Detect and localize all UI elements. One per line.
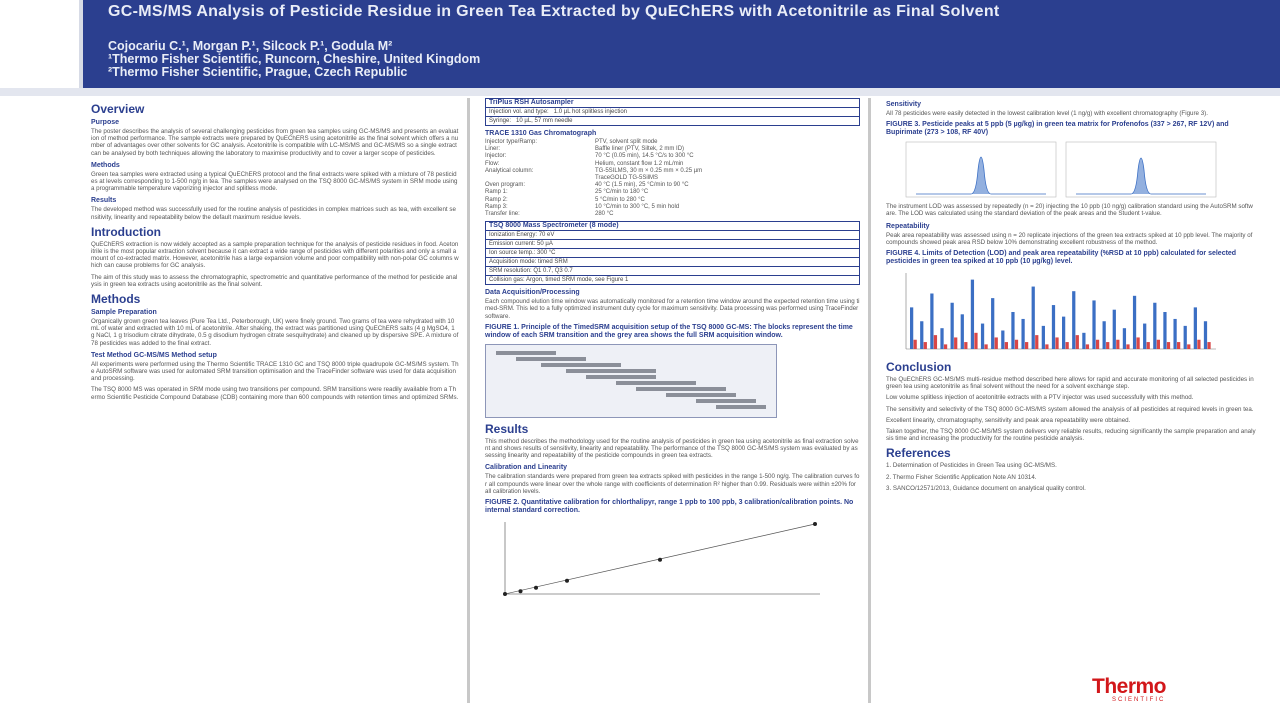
ms-row: Acquisition mode: timed SRM <box>486 258 859 267</box>
rsd-bar <box>1025 342 1028 349</box>
rsd-bar <box>984 344 987 349</box>
results-label: Results <box>91 197 117 205</box>
calibration-point <box>658 558 662 562</box>
rsd-bar <box>974 333 977 349</box>
calibration-point <box>534 586 538 590</box>
lod-bar <box>1143 324 1146 349</box>
autosampler-value: 1.0 µL hot splitless injection <box>553 109 628 115</box>
gc-param-key: Transfer line: <box>485 211 520 218</box>
gc-param-value: TG-5SILMS, 30 m × 0.25 mm × 0.25 µm <box>595 167 703 174</box>
calibration-point <box>519 589 523 593</box>
lod-bar <box>1113 310 1116 349</box>
rsd-bar <box>1116 340 1119 349</box>
gc-param-value: 5 °C/min to 280 °C <box>595 196 645 203</box>
introduction-text-2: The aim of this study was to assess the chromatographic, spectrometric and quantitative performance of the method for pesticide analysis in green tea extracts using acetonitrile as the final solvent. <box>91 273 458 288</box>
gc-param-value: PTV, solvent split mode <box>595 139 658 145</box>
lod-bar <box>920 321 923 349</box>
gc-param-value: Baffle liner (PTV, Siltek, 2 mm ID) <box>595 146 685 153</box>
overview-heading: Overview <box>91 102 145 116</box>
rsd-bar <box>1045 344 1048 349</box>
sample-prep-text: Organically grown green tea leaves (Pure Tea Ltd., Peterborough, UK) were finely ground. Two grams of tea were rehydrated with 10 mL of water and extracted with 10 mL of acetonitrile. After shaking, the extract was partitioned using QuEChERS salts (4 g MgSO4, 1 g NaCl, 1 g trisodium citrate dihydrate, 0.5 g disodium hydrogen citrate sesquihydrate) and cleaned up by dispersive SPE. A mixture of 78 pesticides was added to the final extract. <box>91 318 459 347</box>
ms-row: Ionization Energy: 70 eV <box>486 231 859 240</box>
lod-bar <box>971 280 974 349</box>
gcms-text: All experiments were performed using the Thermo Scientific TRACE 1310 GC and TSQ 8000 triple quadrupole GC-MS/MS system. The AutoSRM software was used for automated SRM transition optimisation and the TraceFinder software was used for data acquisition and processing. <box>91 360 459 383</box>
gc-param-value: 40 °C (1.5 min), 25 °C/min to 90 °C <box>595 182 689 189</box>
author-list <box>108 40 480 79</box>
conclusion-text-2: Low volume splitless injection of acetonitrile extracts with a PTV injector was used successfully with this method. <box>886 394 1194 402</box>
srm-window <box>496 351 556 355</box>
middle-column <box>485 98 860 603</box>
srm-window <box>586 375 656 379</box>
sensitivity-label: Sensitivity <box>886 101 922 108</box>
rsd-bar <box>1207 342 1210 349</box>
figure-1-caption: FIGURE 1. Principle of the TimedSRM acquisition setup of the TSQ 8000 GC-MS: The blocks represent the time window of each SRM transition and the grey area shows the full SRM acquisition window. <box>485 323 853 339</box>
rsd-bar <box>1167 342 1170 349</box>
conclusion-text-3: The sensitivity and selectivity of the TSQ 8000 GC-MS/MS system allowed the analysis of all pesticides at required levels in green tea. <box>886 405 1254 413</box>
calibration-point <box>565 579 569 583</box>
lod-bar <box>1092 300 1095 349</box>
rsd-bar <box>1136 337 1139 349</box>
rsd-bar <box>1177 342 1180 349</box>
srm-window <box>616 381 696 385</box>
rsd-bar <box>1106 342 1109 349</box>
rsd-bar <box>914 340 917 349</box>
methods-text: Green tea samples were extracted using a typical QuEChERS protocol and the final extracts were spiked with a mixture of 78 pesticides at levels corresponding to 1-500 ng/g in tea. The samples were analysed on the TSQ 8000 GC-MS/MS system in SRM mode using a programmable temperature vaporizing injector and splitless mode. <box>91 170 458 193</box>
gc-param-row <box>485 175 860 182</box>
lod-bar <box>1173 319 1176 349</box>
calibration-label: Calibration and Linearity <box>485 464 568 472</box>
lod-bar <box>1133 296 1136 349</box>
conclusion-heading: Conclusion <box>886 360 952 375</box>
autosampler-title: TriPlus RSH Autosampler <box>486 99 859 108</box>
conclusion-text-4: Excellent linearity, chromatography, sensitivity and peak area repeatability were obtained. <box>886 416 1131 424</box>
header-corner <box>0 0 80 88</box>
lod-bar <box>1062 317 1065 349</box>
gc-param-row <box>485 211 860 218</box>
gc-param-row <box>485 161 860 168</box>
gcms-text-2: The TSQ 8000 MS was operated in SRM mode using two transitions per compound. SRM transitions were readily available from a Thermo Scientific Pesticide Compound Database (CDB) containing more than 600 compounds with retention times and optimized SRMs. <box>91 386 459 401</box>
lod-bar <box>1163 312 1166 349</box>
autosampler-key: Syringe: <box>489 118 512 124</box>
gc-param-row <box>485 168 860 175</box>
thermo-logo-sub: SCIENTIFIC <box>1112 697 1166 703</box>
autosampler-value: 10 µL, 57 mm needle <box>516 118 573 124</box>
calibration-point <box>813 522 817 526</box>
gc-param-value: TraceGOLD TG-5SilMS <box>595 175 659 182</box>
lod-bar <box>930 294 933 350</box>
results-text: The developed method was successfully used for the routine analysis of pesticides in complex matrices such as tea, with excellent sensitivity, linearity and repeatability below the default maximum residue levels. <box>91 206 456 221</box>
reference-item: 2. Thermo Fisher Scientific Application Note AN 10314. <box>886 473 1037 481</box>
gc-param-value: Helium, constant flow 1.2 mL/min <box>595 160 684 167</box>
gc-param-key: Ramp 2: <box>485 196 508 203</box>
srm-window <box>566 369 656 373</box>
rsd-bar <box>964 342 967 349</box>
poster-header <box>0 0 1280 90</box>
calibration-point <box>503 592 507 596</box>
rsd-bar <box>924 342 927 349</box>
header-band <box>0 88 1280 96</box>
introduction-text: QuEChERS extraction is now widely accepted as a sample preparation technique for the analysis of pesticide residues in food. Acetonitrile is the most popular extraction solvent because it can extract a wide range of pesticides with different polarities and only a small amount of co-extracted matrix. However, acetonitrile has a large expansion volume and poor compatibility with non-polar GC columns which can cause problems for GC analysis. <box>91 240 459 270</box>
gc-param-value: 280 °C <box>595 211 614 218</box>
rsd-bar <box>995 337 998 349</box>
srm-window <box>636 387 726 391</box>
rsd-bar <box>1005 342 1008 349</box>
lod-bar <box>1072 291 1075 349</box>
gc-param-row <box>485 153 860 160</box>
srm-window <box>716 405 766 409</box>
lod-bar <box>1194 307 1197 349</box>
thermo-logo: Thermo <box>1092 675 1167 698</box>
rsd-bar <box>954 337 957 349</box>
gc-param-key: Injector type/Ramp: <box>485 139 538 145</box>
rsd-bar <box>1157 340 1160 349</box>
gc-param-row <box>485 189 860 196</box>
gc-param-row <box>485 204 860 211</box>
affiliation-2: ²Thermo Fisher Scientific, Prague, Czech Republic <box>108 65 408 79</box>
gc-param-key <box>485 175 595 182</box>
srm-window <box>541 363 621 367</box>
lod-repeatability-chart <box>886 269 1226 353</box>
gc-param-key: Oven program: <box>485 182 526 189</box>
autosampler-table <box>485 98 860 126</box>
reference-item: 1. Determination of Pesticides in Green Tea using GC-MS/MS. <box>886 462 1057 470</box>
gc-param-value: 10 °C/min to 300 °C, 5 min hold <box>595 203 680 210</box>
author-names: Cojocariu C.¹, Morgan P.¹, Silcock P.¹, Godula M² <box>108 39 393 53</box>
ms-row: Ion source temp.: 300 °C <box>486 249 859 258</box>
purpose-text: The poster describes the analysis of several challenging pesticides from green tea samples using GC-MS/MS and presents an evaluation of method performance. The sample extracts were prepared by QuEChERS using acetonitrile as the final solvent which offers a number of advantages over other solvents for GC analysis. Acetonitrile is compatible with LC-MS/MS and GC-MS/MS so a single extract can be analysed by both techniques allowing the laboratory to maximise productivity and to cover a larger scope of pesticides. <box>91 128 459 157</box>
rsd-bar <box>1096 340 1099 349</box>
gc-param-row <box>485 182 860 189</box>
gc-param-row <box>485 146 860 153</box>
data-acq-label: Data Acquisition/Processing <box>485 289 580 297</box>
ms-row: SRM resolution: Q1 0.7, Q3 0.7 <box>486 267 859 276</box>
right-column <box>886 98 1256 496</box>
left-column <box>91 98 459 405</box>
gc-param-row <box>485 139 860 146</box>
ms-title: TSQ 8000 Mass Spectrometer (8 mode) <box>486 222 859 231</box>
gc-param-key: Liner: <box>485 146 501 153</box>
srm-window <box>666 393 736 397</box>
rsd-bar <box>944 344 947 349</box>
purpose-label: Purpose <box>91 119 120 126</box>
repeatability-label: Repeatability <box>886 222 930 230</box>
gc-param-value: 25 °C/min to 180 °C <box>595 189 649 196</box>
lod-bar <box>1123 328 1126 349</box>
sample-prep-label: Sample Preparation <box>91 309 157 317</box>
lod-bar <box>1082 333 1085 349</box>
lod-bar <box>910 307 913 349</box>
results-text: This method describes the methodology used for the routine analysis of pesticides in green tea using acetonitrile as final extraction solvent and shows results of sensitivity, linearity and repeatability. The performance of the TSQ 8000 GC-MS/MS system was evaluated by assessing linearity and repeatability of the pesticide compounds in green tea extracts. <box>485 437 859 460</box>
rsd-bar <box>1147 342 1150 349</box>
data-acq-text: Each compound elution time window was automatically monitored for a retention time window around the expected retention time using timed-SRM. This led to a fully optimized instrument duty cycle for maximum sensitivity. Data processing was performed using TraceFinder software. <box>485 298 860 320</box>
lod-bar <box>1011 312 1014 349</box>
sensitivity-text-2: The instrument LOD was assessed by repeatedly (n = 20) injecting the 10 ppb (10 ng/g) calibration standard using the AutoSRM software. The LOD was calculated using the standard deviation of the peak areas and the Student t-value. <box>886 203 1253 218</box>
conclusion-text: The QuEChERS GC-MS/MS multi-residue method described here allows for rapid and accurate monitoring of all selected pesticides in green tea using acetonitrile as final solvent without the need for a solvent exchange step. <box>886 376 1254 391</box>
gc-param-row <box>485 197 860 204</box>
figure-3-caption: FIGURE 3. Pesticide peaks at 5 ppb (5 µg/kg) in green tea matrix for Profenofos (337 > 267, RF 12V) and Bupirimate (273 > 108, RF 40V) <box>886 121 1229 137</box>
lod-bar <box>1021 319 1024 349</box>
autosampler-row <box>486 117 859 125</box>
rsd-bar <box>1126 344 1129 349</box>
column-divider-2 <box>868 98 871 703</box>
repeatability-text: Peak area repeatability was assessed using n = 20 replicate injections of the green tea extracts spiked at 10 ppb level. The majority of compounds showed peak area RSD below 10% demonstrating excellent robustness of the method. <box>886 231 1253 246</box>
results-heading: Results <box>485 421 529 436</box>
gcms-label: Test Method GC-MS/MS Method setup <box>91 351 217 359</box>
lod-bar <box>991 298 994 349</box>
rsd-bar <box>1187 344 1190 349</box>
srm-window <box>516 357 586 361</box>
lod-bar <box>1042 326 1045 349</box>
poster-title: GC-MS/MS Analysis of Pesticide Residue in Green Tea Extracted by QuEChERS with Acetonitrile as Final Solvent <box>108 3 1000 20</box>
lod-bar <box>981 324 984 349</box>
references-heading: References <box>886 446 951 461</box>
affiliation-1: ¹Thermo Fisher Scientific, Runcorn, Cheshire, United Kingdom <box>108 52 481 66</box>
pesticide-peaks-figure <box>886 140 1226 200</box>
lod-bar <box>1052 305 1055 349</box>
lod-bar <box>1103 321 1106 349</box>
rsd-bar <box>934 335 937 349</box>
lod-bar <box>1204 321 1207 349</box>
autosampler-row <box>486 108 859 117</box>
rsd-bar <box>1055 337 1058 349</box>
calibration-chart <box>485 518 825 600</box>
calibration-text: The calibration standards were prepared from green tea extracts spiked with pesticides in the range 1-500 ng/g. The calibration curves for all compounds were linear over the whole range with coefficients of determination R² higher than 0.99. Residuals were within ±20% for all calibration levels. <box>485 473 860 495</box>
figure-2-caption: FIGURE 2. Quantitative calibration for chlorthalipyr, range 1 ppb to 100 ppb, 3 calibration/calibration points. No internal standard correction. <box>485 499 854 515</box>
gc-param-key: Flow: <box>485 160 500 167</box>
methods-heading: Methods <box>91 292 141 307</box>
srm-window <box>696 399 756 403</box>
gc-heading: TRACE 1310 Gas Chromatograph <box>485 130 597 137</box>
introduction-heading: Introduction <box>91 224 161 239</box>
lod-bar <box>1153 303 1156 349</box>
lod-bar <box>1001 331 1004 350</box>
rsd-bar <box>1086 344 1089 349</box>
rsd-bar <box>1197 340 1200 349</box>
methods-label: Methods <box>91 161 120 169</box>
rsd-bar <box>1015 340 1018 349</box>
rsd-bar <box>1076 335 1079 349</box>
ms-row: Collision gas: Argon, timed SRM mode, see Figure 1 <box>489 277 629 284</box>
sensitivity-text: All 78 pesticides were easily detected in the lowest calibration level (1 ng/g) with excellent chromatography (Figure 3). <box>886 110 1208 117</box>
autosampler-key: Injection vol. and type: <box>489 109 549 115</box>
gc-parameters <box>485 139 860 218</box>
gc-param-key: Ramp 1: <box>485 189 508 196</box>
timed-srm-figure <box>485 344 777 418</box>
rsd-bar <box>1035 335 1038 349</box>
rsd-bar <box>1066 342 1069 349</box>
conclusion-text-5: Taken together, the TSQ 8000 GC-MS/MS system delivers very reliable results, reducing significantly the sample preparation and analysis time and increasing the productivity for the routine pesticide analysis. <box>886 428 1256 443</box>
gc-param-value: 70 °C (0.05 min), 14.5 °C/s to 300 °C <box>595 153 694 160</box>
gc-param-key: Ramp 3: <box>485 203 508 210</box>
reference-item: 3. SANCO/12571/2013, Guidance document on analytical quality control. <box>886 484 1086 492</box>
lod-bar <box>1032 287 1035 349</box>
lod-bar <box>961 314 964 349</box>
lod-bar <box>951 303 954 349</box>
ms-row: Emission current: 50 µA <box>486 240 859 249</box>
figure-4-caption: FIGURE 4. Limits of Detection (LOD) and peak area repeatability (%RSD at 10 ppb) calculated for selected pesticides in green tea spiked at 10 ppb (10 µg/kg) level. <box>886 250 1237 266</box>
lod-bar <box>940 328 943 349</box>
ms-table <box>485 221 860 285</box>
column-divider-1 <box>467 98 470 703</box>
gc-param-key: Analytical column: <box>485 167 534 174</box>
gc-param-key: Injector: <box>485 153 507 160</box>
lod-bar <box>1184 326 1187 349</box>
